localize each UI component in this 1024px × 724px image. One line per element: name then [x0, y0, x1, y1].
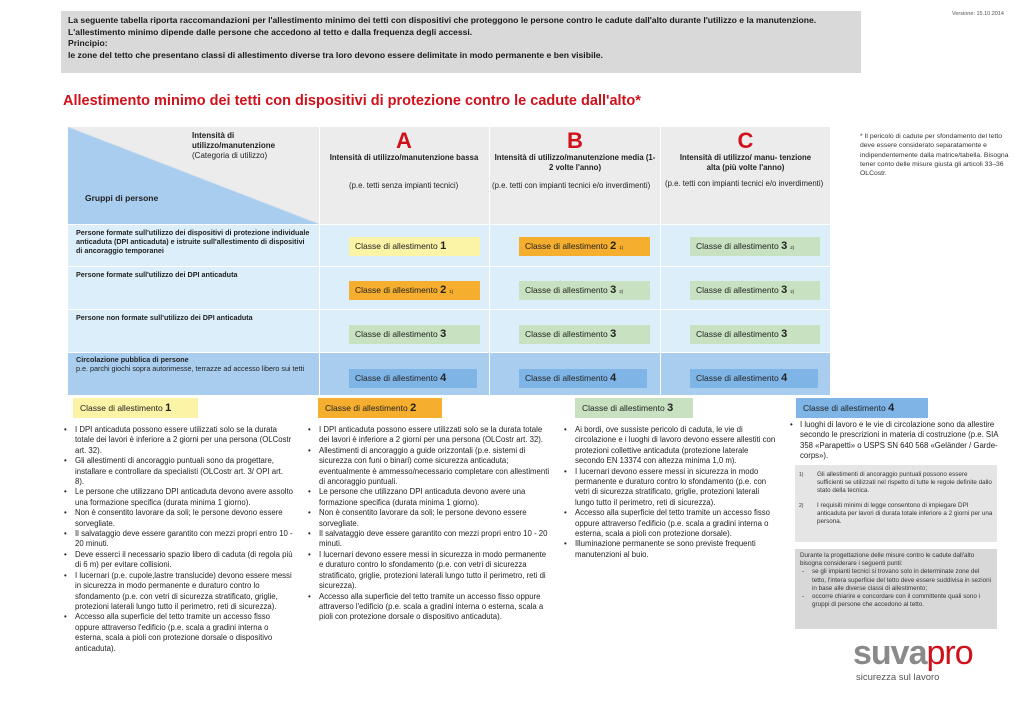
- corner-caption-bold: Intensità di utilizzo/manutenzione: [192, 131, 276, 150]
- intro-box: [61, 11, 861, 73]
- list-item: • Le persone che utilizzano DPI anticaduta devono avere una formazione specifica (durata minima 1 giorno).: [306, 487, 551, 508]
- list-item: • Il salvataggio deve essere garantito con mezzi propri entro 10 - 20 minuti.: [62, 529, 294, 550]
- list-item: - occorre chiarire e concordare con il committente quali sono i gruppi di persone che accedono al tetto.: [800, 593, 992, 609]
- column-c-letter: C: [737, 128, 754, 153]
- row-3-label: Persone non formate sull'utilizzo dei DPI anticaduta: [76, 313, 253, 322]
- column-c-sub: (p.e. tetti con impianti tecnici e/o inverdimenti): [665, 179, 824, 188]
- list-item: • I lucernari devono essere messi in sicurezza in modo permanente e duraturo contro lo sfondamento (p.e. con vetri di sicurezza stratificato, griglie, protezioni laterali lungo tutto il perimetro, reti di sicurezza).: [306, 550, 551, 592]
- list-item: • I DPI anticaduta possono essere utilizzati solo se la durata totale dei lavori è inferiore a 2 giorni per una persona (OLCostr art. 32).: [62, 425, 294, 456]
- cell-r2-a: Classe di allestimento 2 1): [349, 281, 480, 300]
- column-b-letter: B: [567, 128, 583, 153]
- column-b-sub: (p.e. tetti con impianti tecnici e/o inverdimenti): [492, 181, 651, 190]
- list-item: • Allestimenti di ancoraggio a guide orizzontali (p.e. sistemi di sicurezza con funi o binari) come sicurezza anticaduta; eventualmente è ammesso/necessario completare con allestimenti di ancoraggio puntuali.: [306, 446, 551, 488]
- list-item: • Le persone che utilizzano DPI anticaduta devono avere assolto una formazione specifica (durata minima 1 giorno).: [62, 487, 294, 508]
- list-item: - se gli impianti tecnici si trovano solo in determinate zone del tetto, l'intera superficie del tetto deve essere suddivisa in sezioni in base alle diverse classi di allestimento;: [800, 568, 992, 593]
- divider: [660, 127, 661, 395]
- list-item: • Non è consentito lavorare da soli; le persone devono essere sorvegliate.: [306, 508, 551, 529]
- page-title: Allestimento minimo dei tetti con dispositivi di protezione contro le cadute dall'alto*: [63, 93, 641, 109]
- cell-r4-b: Classe di allestimento 4: [519, 369, 647, 388]
- cell-r1-a: Classe di allestimento 1: [349, 237, 480, 256]
- cell-r4-a: Classe di allestimento 4: [349, 369, 477, 388]
- footnote-1: 1) Gli allestimenti di ancoraggio puntuali possono essere sufficienti se utilizzati nel rispetto di tutte le regole definite dallo stato della tecnica.: [799, 471, 992, 495]
- legend-class-1: Classe di allestimento 1: [73, 398, 198, 418]
- divider: [319, 127, 320, 395]
- corner-caption: [192, 131, 317, 161]
- cell-r3-a: Classe di allestimento 3: [349, 325, 480, 344]
- list-item: • Accesso alla superficie del tetto tramite un accesso fisso oppure attraverso l'edificio (p.e. scala a gradini interna o esterna, scala a pioli con protezione dorsale).: [562, 508, 777, 539]
- class-2-list: [306, 425, 551, 623]
- list-item: • Ai bordi, ove sussiste pericolo di caduta, le vie di circolazione e i luoghi di lavoro devono essere allestiti con protezioni collettive anticaduta (protezione laterale secondo EN 13374 con altezza minima 1,0 m).: [562, 425, 777, 467]
- cell-r4-c: Classe di allestimento 4: [690, 369, 818, 388]
- planning-box: [795, 549, 997, 629]
- column-c-caption: Intensità di utilizzo/ manu- tenzione alta (più volte l'anno): [679, 153, 812, 172]
- row-4-label-title: Circolazione pubblica di persone: [76, 355, 189, 364]
- list-item: • I lucernari (p.e. cupole,lastre translucide) devono essere messi in sicurezza in modo permanente e duraturo contro lo sfondamento (p.e. con vetri di sicurezza stratificato, griglie, protezioni laterali lungo tutto il perimetro, reti di sicurezza).: [62, 571, 294, 613]
- row-4-label: [68, 353, 319, 375]
- column-a-header: [319, 127, 489, 224]
- list-item: • Accesso alla superficie del tetto tramite un accesso fisso oppure attraverso l'edificio (p.e. scala a gradini interna o esterna, scala a pioli con protezione dorsale o dispositivo anticaduta).: [306, 592, 551, 623]
- class-1-list: [62, 425, 294, 654]
- cell-r2-b: Classe di allestimento 3 2): [519, 281, 650, 300]
- row-2-label: Persone formate sull'utilizzo dei DPI anticaduta: [76, 270, 238, 279]
- list-item: • Deve esserci il necessario spazio libero di caduta (di regola più di 6 m) per evitare collisioni.: [62, 550, 294, 571]
- corner-caption-normal: (Categoria di utilizzo): [192, 151, 268, 160]
- column-a-caption: Intensità di utilizzo/manutenzione bassa: [329, 153, 479, 162]
- list-item: • Gli allestimenti di ancoraggio puntuali sono da progettare, installare e controllare da specialisti (OLCostr art. 3/ OPI art. 8).: [62, 456, 294, 487]
- cell-r1-b: Classe di allestimento 2 1): [519, 237, 650, 256]
- fall-through-note: * Il pericolo di cadute per sfondamento del tetto deve essere considerato separatamente e indipendentemente dalla matrice/tabella. Bisogna tener conto delle misure giusta gli articoli 33–36 OLCostr.: [860, 133, 1009, 178]
- principle-label: Principio:: [68, 38, 108, 49]
- footnote-2: 2) I requisiti minimi di legge consentono di impiegare DPI anticaduta per lavori di durata totale inferiore a 2 giorni per una persona.: [799, 501, 993, 526]
- column-b-caption: Intensità di utilizzo/manutenzione media (1-2 volte l'anno): [494, 153, 656, 172]
- principle-text: le zone del tetto che presentano classi di allestimento diverse tra loro devono essere delimitate in modo permanente e ben visibile.: [68, 49, 603, 60]
- class-3-list: [562, 425, 777, 560]
- cell-r3-b: Classe di allestimento 3: [519, 325, 650, 344]
- suvapro-logo: suvapro: [853, 634, 973, 672]
- footnotes-box: [795, 465, 997, 542]
- list-item: • Accesso alla superficie del tetto tramite un accesso fisso oppure attraverso l'edificio (p.e. scala a gradini interna o esterna, scala a pioli con protezione dorsale o dispositivo anticaduta).: [62, 612, 294, 654]
- version-label: Versione: 15.10.2014: [952, 11, 1004, 17]
- cell-r3-c: Classe di allestimento 3: [690, 325, 820, 344]
- row-4-label-extra: p.e. parchi giochi sopra autorimesse, terrazze ad accesso libero sui tetti: [76, 364, 305, 373]
- row-1-label: Persone formate sull'utilizzo dei dispositivi di protezione individuale anticaduta (DPI anticaduta) e istruite sull'allestimento di dispositivi di ancoraggio temporanei: [76, 228, 310, 255]
- cell-r2-c: Classe di allestimento 3 2): [690, 281, 820, 300]
- legend-class-4: Classe di allestimento 4: [796, 398, 928, 418]
- divider: [489, 127, 490, 395]
- intro-text: La seguente tabella riporta raccomandazioni per l'allestimento minimo dei tetti con dispositivi che proteggono le persone contro le cadute dall'alto durante l'utilizzo e la manutenzione. L'allestimento minimo dipende dalle persone che accedono al tetto e dalla frequenza degli accessi.: [68, 15, 817, 37]
- list-item: • Non è consentito lavorare da soli; le persone devono essere sorvegliate.: [62, 508, 294, 529]
- list-item: • I DPI anticaduta possono essere utilizzati solo se la durata totale dei lavori è inferiore a 2 giorni per una persona (OLCostr art. 32).: [306, 425, 551, 446]
- column-b-header: [490, 127, 660, 224]
- list-item: • Illuminazione permanente se sono previste frequenti manutenzioni al buio.: [562, 539, 777, 560]
- cell-r1-c: Classe di allestimento 3 2): [690, 237, 820, 256]
- list-item: • I lucernari devono essere messi in sicurezza in modo permanente e duraturo contro lo sfondamento (p.e. con vetri di sicurezza stratificato, griglie, protezioni laterali lungo tutto il perimetro, reti di sicurezza).: [562, 467, 777, 509]
- corner-rows-caption: Gruppi di persone: [85, 193, 159, 203]
- list-item: • Il salvataggio deve essere garantito con mezzi propri entro 10 - 20 minuti.: [306, 529, 551, 550]
- column-a-sub: (p.e. tetti senza impianti tecnici): [349, 181, 459, 190]
- class-4-text: • I luoghi di lavoro e le vie di circolazione sono da allestire secondo le prescrizioni in materia di costruzione (p.e. SIA 358 «Parapetti» o USPS SN 640 568 «Geländer / Garde-corps»).: [788, 420, 1008, 462]
- column-c-header: [661, 127, 830, 224]
- column-a-letter: A: [396, 128, 412, 153]
- planning-intro: Durante la progettazione delle misure contro le cadute dall'alto bisogna considerare i seguenti punti:: [800, 552, 975, 568]
- logo-tagline: sicurezza sul lavoro: [856, 672, 940, 683]
- legend-class-3: Classe di allestimento 3: [575, 398, 693, 418]
- legend-class-2: Classe di allestimento 2: [318, 398, 442, 418]
